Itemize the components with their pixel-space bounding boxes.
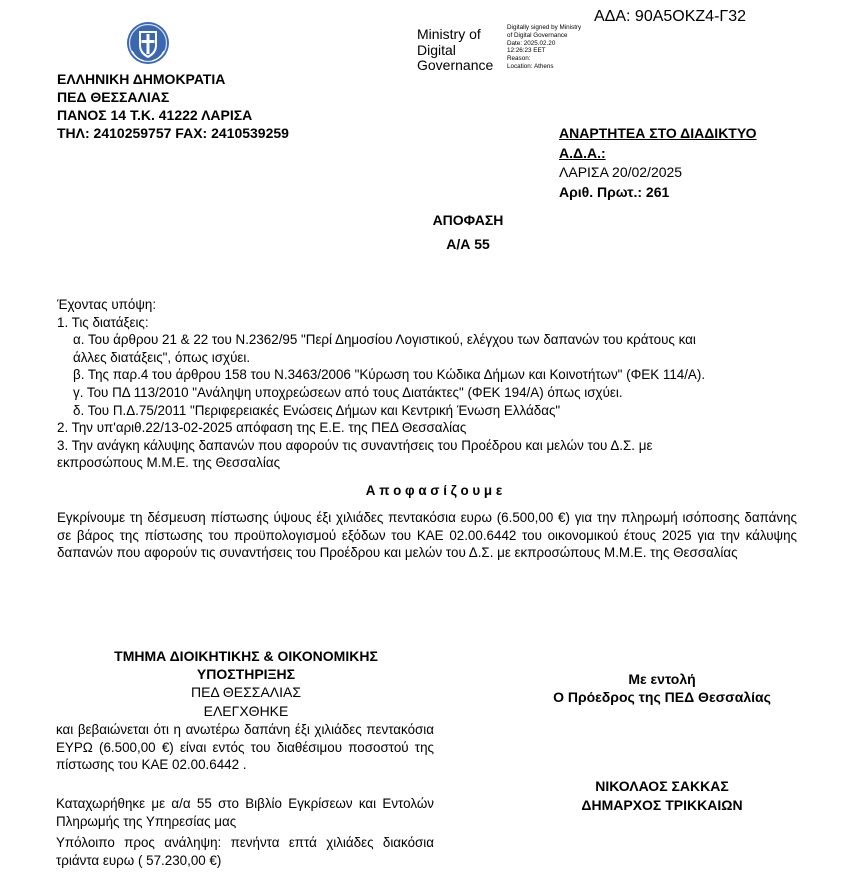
considering-section [57,296,705,472]
greek-emblem-icon [126,21,170,65]
signature-detail-3: Date: 2025.02.20 [507,39,556,47]
signature-org [417,27,493,74]
signatory-title: ΔΗΜΑΡΧΟΣ ΤΡΙΚΚΑΙΩΝ [581,797,743,813]
department-remaining: Υπόλοιπο προς ανάληψη: πενήντα επτά χιλιάδες διακόσια τριάντα ευρω ( 57.230,00 €) [56,835,434,868]
considering-item-1b: β. Της παρ.4 του άρθρου 158 του Ν.3463/2006 "Κύρωση του Κώδικα Δήμων και Κοινοτήτων" (ΦΕΚ 114/Α). [73,367,706,383]
signature-details [507,24,581,71]
considering-item-1d: δ. Του Π.Δ.75/2011 "Περιφερειακές Ενώσεις Δήμων και Κεντρική Ένωση Ελλάδας" [73,402,561,418]
department-checked: ΕΛΕΓΧΘΗΚΕ [203,703,289,719]
place-date: ΛΑΡΙΣΑ 20/02/2025 [559,164,683,180]
considering-item-1: 1. Τις διατάξεις: [57,314,149,330]
sender-line-1: ΕΛΛΗΝΙΚΗ ΔΗΜΟΚΡΑΤΙΑ [57,71,226,87]
department-title-line-1: ΤΜΗΜΑ ΔΙΟΙΚΗΤΙΚΗΣ & ΟΙΚΟΝΟΜΙΚΗΣ [114,648,378,664]
resolve-heading: Α π ο φ α σ ί ζ ο υ μ ε [365,483,503,498]
protocol-number: Αριθ. Πρωτ.: 261 [559,183,670,200]
signature-detail-1: Digitally signed by Ministry [507,24,582,31]
sender-line-2: ΠΕΔ ΘΕΣΣΑΛΙΑΣ [57,89,170,105]
signatory-role: Ο Πρόεδρος της ΠΕΔ Θεσσαλίας [553,689,771,705]
considering-item-3: 3. Την ανάγκη κάλυψης δαπανών που αφορούν τις συναντήσεις του Προέδρου και μελών του Δ.Σ. με [57,437,653,453]
posting-block [559,124,757,202]
signature-detail-2: of Digital Governance [507,31,568,39]
decision-title: ΑΠΟΦΑΣΗ [432,212,504,228]
considering-item-1a: α. Του άρθρου 21 & 22 του Ν.2362/95 "Περί Δημοσίου Λογιστικού, ελέγχου των δαπανών του κράτους και [73,332,696,348]
considering-item-3-cont: εκπροσώπους Μ.Μ.Ε. της Θεσσαλίας [57,455,281,471]
signature-detail-4: 12:26:23 EET [507,47,546,55]
signature-org-line-1: Ministry of [417,26,481,42]
sender-block [57,70,289,142]
sender-line-4: ΤΗΛ: 2410259757 FAX: 2410539259 [57,125,289,141]
anartitea-label: ΑΝΑΡΤΗΤΕΑ ΣΤΟ ΔΙΑΔΙΚΤΥΟ [559,125,757,141]
ada-code: ΑΔΑ: 90Α5ΟΚΖ4-Γ32 [594,8,747,25]
resolve-body: Εγκρίνουμε τη δέσμευση πίστωσης ύψους έξι χιλιάδες πεντακόσια ευρω (6.500,00 €) για την πληρωμή ισόποσης δαπάνης σε βάρος της πίστωσης του προϋπολογισμού εξόδων του ΚΑΕ 02.00.6442 του οικονομικού έτους 2025 για την κάλυψης δαπανών που αφορούν τις συναντήσεις του Προέδρου και μελών του Δ.Σ. με εκπροσώπους Μ.Μ.Ε. της Θεσσαλίας [57,510,797,560]
department-verification: και βεβαιώνεται ότι η ανωτέρω δαπάνη έξι χιλιάδες πεντακόσια ΕΥΡΩ (6.500,00 €) είναι εντός του διαθέσιμου ποσοστού της πίστωσης του ΚΑΕ 02.00.6442 . [56,722,434,772]
department-registration: Καταχωρήθηκε με α/α 55 στο Βιβλίο Εγκρίσεων και Εντολών Πληρωμής της Υπηρεσίας μας [56,796,434,829]
signature-detail-6: Location: Athens [507,62,554,70]
considering-item-2: 2. Την υπ'αριθ.22/13-02-2025 απόφαση της Ε.Ε. της ΠΕΔ Θεσσαλίας [57,420,467,436]
signature-org-line-2: Digital [417,41,456,58]
considering-item-1c: γ. Του ΠΔ 113/2010 "Ανάληψη υποχρεώσεων από τους Διατάκτες" (ΦΕΚ 194/Α) όπως ισχύει. [73,384,623,400]
considering-intro: Έχοντας υπόψη: [57,297,157,312]
signature-org-line-3: Governance [417,57,494,73]
signatory-order: Με εντολή [628,671,696,687]
signature-detail-5: Reason: [507,55,531,63]
considering-item-1a-cont: άλλες διατάξεις", όπως ισχύει. [73,349,251,365]
department-title [56,647,436,683]
sender-line-3: ΠΑΝΟΣ 14 Τ.Κ. 41222 ΛΑΡΙΣΑ [57,107,253,123]
signatory-name: ΝΙΚΟΛΑΟΣ ΣΑΚΚΑΣ [595,778,729,794]
ada-label: Α.Δ.Α.: [559,144,606,161]
department-title-line-2: ΥΠΟΣΤΗΡΙΞΗΣ [196,666,296,682]
department-org: ΠΕΔ ΘΕΣΣΑΛΙΑΣ [190,684,302,700]
decision-number: Α/Α 55 [446,236,490,252]
